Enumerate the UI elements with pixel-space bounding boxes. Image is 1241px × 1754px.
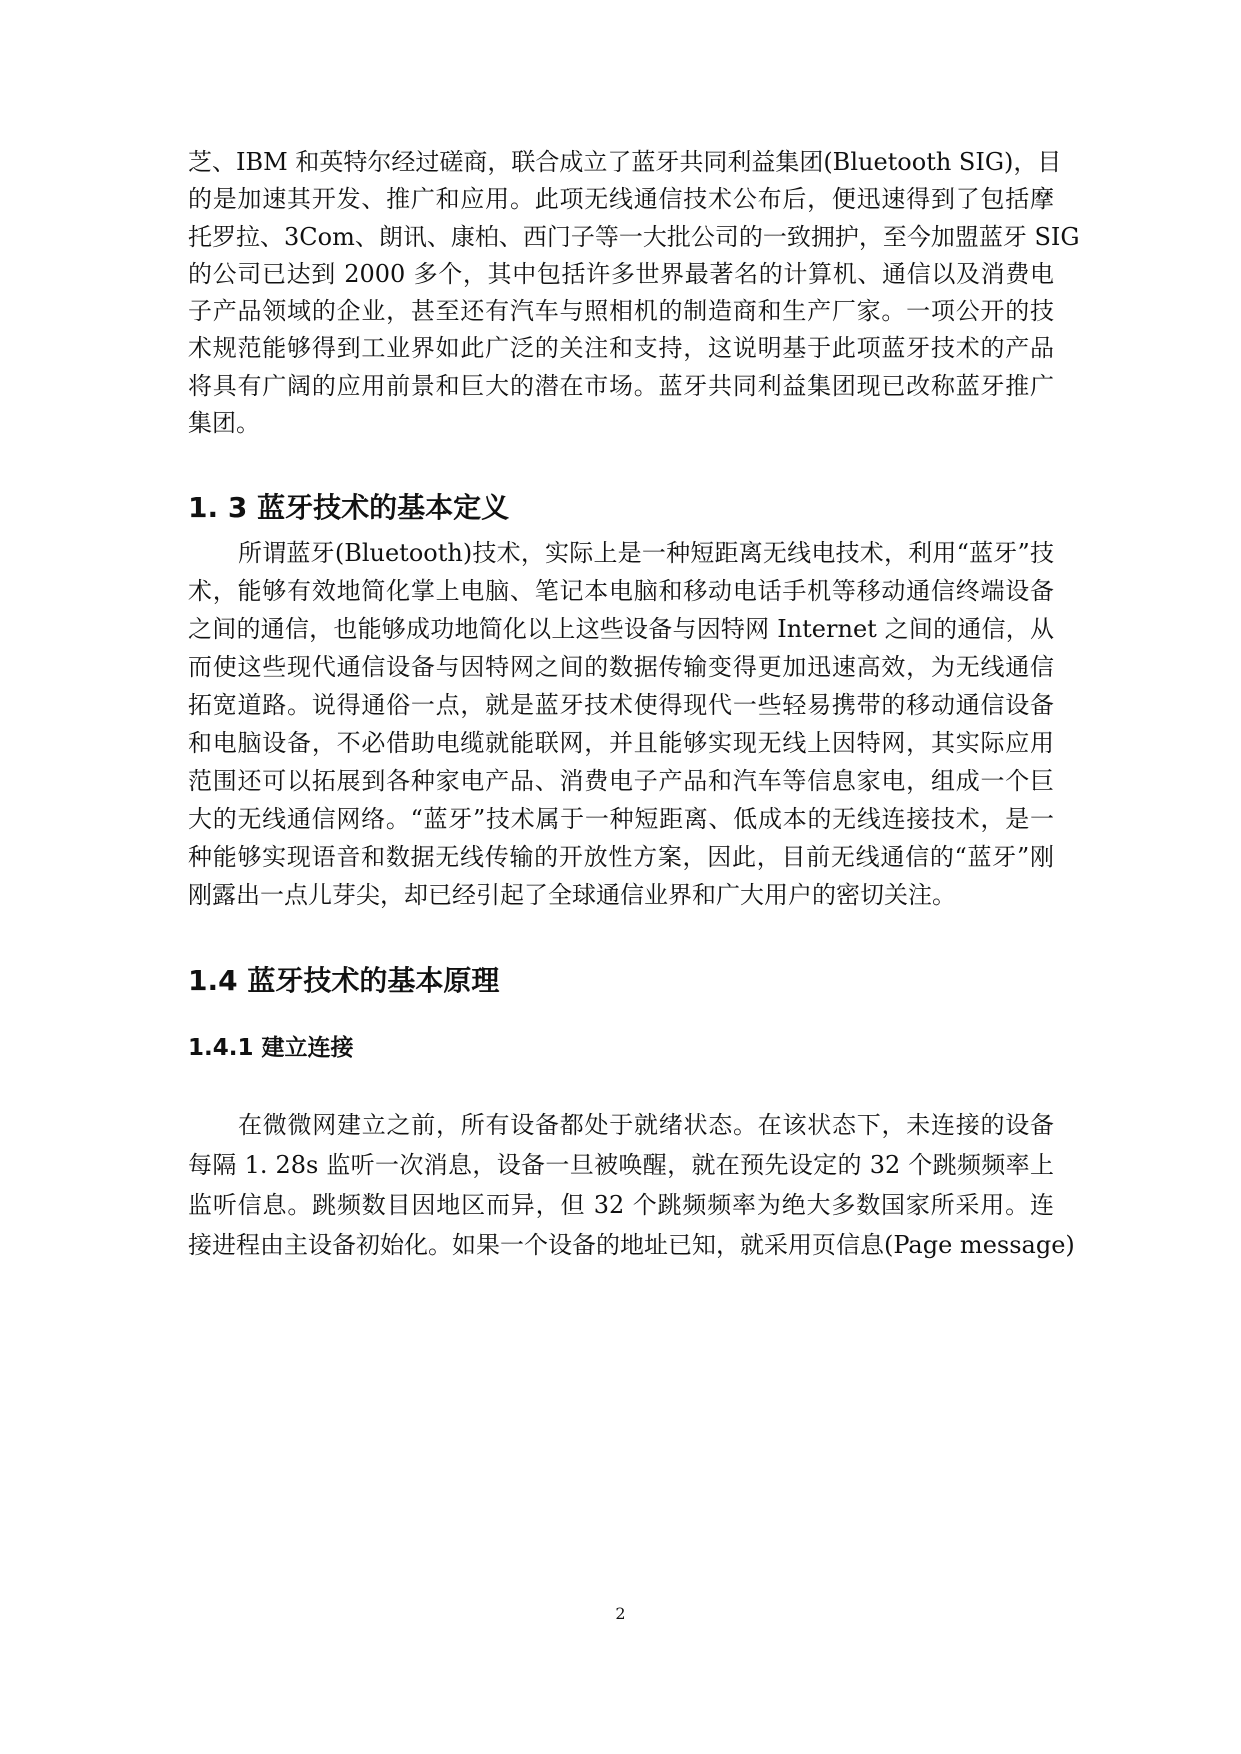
paragraph-line: 芝、IBM 和英特尔经过磋商，联合成立了蓝牙共同利益集团(Bluetooth SIG)，目 bbox=[188, 148, 1062, 176]
paragraph-line: 和电脑设备，不必借助电缆就能联网，并且能够实现无线上因特网，其实际应用 bbox=[188, 729, 1054, 757]
paragraph-line: 子产品领域的企业，甚至还有汽车与照相机的制造商和生产厂家。一项公开的技 bbox=[188, 297, 1054, 325]
paragraph-line: 每隔 1. 28s 监听一次消息，设备一旦被唤醒，就在预先设定的 32 个跳频频率上 bbox=[188, 1151, 1054, 1179]
paragraph-line: 的是加速其开发、推广和应用。此项无线通信技术公布后，便迅速得到了包括摩 bbox=[188, 185, 1054, 213]
paragraph-line: 所谓蓝牙(Bluetooth)技术，实际上是一种短距离无线电技术，利用“蓝牙”技 bbox=[238, 539, 1054, 567]
paragraph-line: 托罗拉、3Com、朗讯、康柏、西门子等一大批公司的一致拥护，至今加盟蓝牙 SIG bbox=[188, 223, 1080, 251]
paragraph-line: 将具有广阔的应用前景和巨大的潜在市场。蓝牙共同利益集团现已改称蓝牙推广 bbox=[188, 372, 1054, 400]
paragraph-line: 术规范能够得到工业界如此广泛的关注和支持，这说明基于此项蓝牙技术的产品 bbox=[188, 334, 1054, 362]
paragraph-line: 刚露出一点儿芽尖，却已经引起了全球通信业界和广大用户的密切关注。 bbox=[188, 881, 956, 909]
subsection-heading-1-4-1: 1.4.1 建立连接 bbox=[188, 1035, 354, 1061]
paragraph-line: 术，能够有效地简化掌上电脑、笔记本电脑和移动电话手机等移动通信终端设备 bbox=[188, 577, 1054, 605]
section-heading-1-3: 1. 3 蓝牙技术的基本定义 bbox=[188, 491, 510, 524]
paragraph-line: 集团。 bbox=[188, 409, 260, 437]
page-number: 2 bbox=[615, 1604, 626, 1623]
paragraph-line: 种能够实现语音和数据无线传输的开放性方案，因此，目前无线通信的“蓝牙”刚 bbox=[188, 843, 1054, 871]
paragraph-line: 大的无线通信网络。“蓝牙”技术属于一种短距离、低成本的无线连接技术，是一 bbox=[188, 805, 1054, 833]
paragraph-line: 监听信息。跳频数目因地区而异，但 32 个跳频频率为绝大多数国家所采用。连 bbox=[188, 1191, 1054, 1219]
paragraph-line: 的公司已达到 2000 多个，其中包括许多世界最著名的计算机、通信以及消费电 bbox=[188, 260, 1054, 288]
paragraph-line: 范围还可以拓展到各种家电产品、消费电子产品和汽车等信息家电，组成一个巨 bbox=[188, 767, 1054, 795]
section-heading-1-4: 1.4 蓝牙技术的基本原理 bbox=[188, 964, 500, 997]
paragraph-line: 在微微网建立之前，所有设备都处于就绪状态。在该状态下，未连接的设备 bbox=[238, 1111, 1054, 1139]
paragraph-line: 接进程由主设备初始化。如果一个设备的地址已知，就采用页信息(Page message) bbox=[188, 1231, 1075, 1259]
paragraph-line: 而使这些现代通信设备与因特网之间的数据传输变得更加迅速高效，为无线通信 bbox=[188, 653, 1054, 681]
paragraph-line: 之间的通信，也能够成功地简化以上这些设备与因特网 Internet 之间的通信，从 bbox=[188, 615, 1054, 643]
paragraph-line: 拓宽道路。说得通俗一点，就是蓝牙技术使得现代一些轻易携带的移动通信设备 bbox=[188, 691, 1054, 719]
